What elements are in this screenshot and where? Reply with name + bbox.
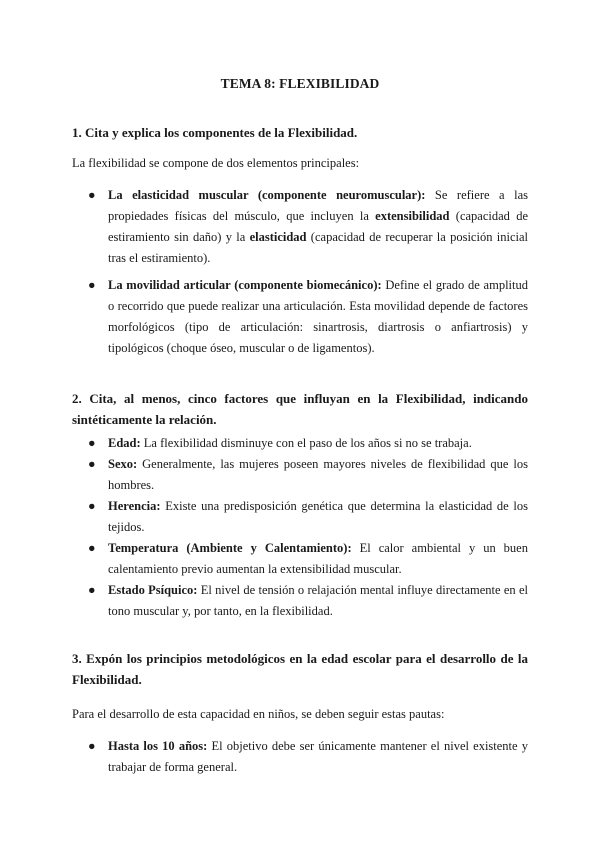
document-title: TEMA 8: FLEXIBILIDAD [220, 76, 380, 91]
item-label: Herencia: [108, 499, 161, 513]
item-label: Temperatura (Ambiente y Calentamiento): [108, 541, 352, 555]
question-1-list [72, 185, 528, 359]
question-1-intro: La flexibilidad se compone de dos elementos principales: [72, 156, 360, 170]
bullet-icon: ● [88, 541, 96, 555]
list-item: ● Edad: La flexibilidad disminuye con el paso de los años si no se trabaja. [72, 433, 528, 454]
question-1-heading: 1. Cita y explica los componentes de la Flexibilidad. [72, 125, 358, 140]
list-item: ● La elasticidad muscular (componente neuromuscular): Se refiere a las propiedades físicas del músculo, que incluyen la extensibilidad (capacidad de estiramiento sin daño) y la elasticidad (capacidad de recuperar la posición inicial tras el estiramiento). [72, 185, 528, 269]
list-item: ● La movilidad articular (componente biomecánico): Define el grado de amplitud o recorrido que puede realizar una articulación. Esta movilidad depende de factores morfológicos (tipo de articulación: sinartrosis, diartrosis o anfiartrosis) y tipológicos (choque óseo, muscular o de ligamentos). [72, 275, 528, 359]
item-label: Hasta los 10 años: [108, 739, 208, 753]
question-3-intro: Para el desarrollo de esta capacidad en niños, se deben seguir estas pautas: [72, 707, 445, 721]
question-2-list [72, 433, 528, 622]
item-label: Estado Psíquico: [108, 583, 198, 597]
bullet-icon: ● [88, 436, 96, 450]
list-item: ● Herencia: Existe una predisposición genética que determina la elasticidad de los tejidos. [72, 496, 528, 538]
item-label: Edad: [108, 436, 141, 450]
bullet-icon: ● [88, 278, 96, 292]
question-3-heading: 3. Expón los principios metodológicos en la edad escolar para el desarrollo de la Flexibilidad. [72, 651, 528, 687]
bullet-icon: ● [88, 188, 96, 202]
bullet-icon: ● [88, 457, 96, 471]
bullet-icon: ● [88, 583, 96, 597]
bullet-icon: ● [88, 499, 96, 513]
item-label: La movilidad articular (componente biomecánico): [108, 278, 382, 292]
list-item: ● Estado Psíquico: El nivel de tensión o relajación mental influye directamente en el tono muscular y, por tanto, en la flexibilidad. [72, 580, 528, 622]
list-item: ● Hasta los 10 años: El objetivo debe ser únicamente mantener el nivel existente y trabajar de forma general. [72, 736, 528, 778]
item-label: Sexo: [108, 457, 138, 471]
bullet-icon: ● [88, 739, 96, 753]
list-item: ● Temperatura (Ambiente y Calentamiento): El calor ambiental y un buen calentamiento previo aumentan la extensibilidad muscular. [72, 538, 528, 580]
question-3-list [72, 736, 528, 778]
list-item: ● Sexo: Generalmente, las mujeres poseen mayores niveles de flexibilidad que los hombres. [72, 454, 528, 496]
item-label: La elasticidad muscular (componente neuromuscular): [108, 188, 426, 202]
question-2-heading: 2. Cita, al menos, cinco factores que influyan en la Flexibilidad, indicando sintéticamente la relación. [72, 391, 528, 427]
